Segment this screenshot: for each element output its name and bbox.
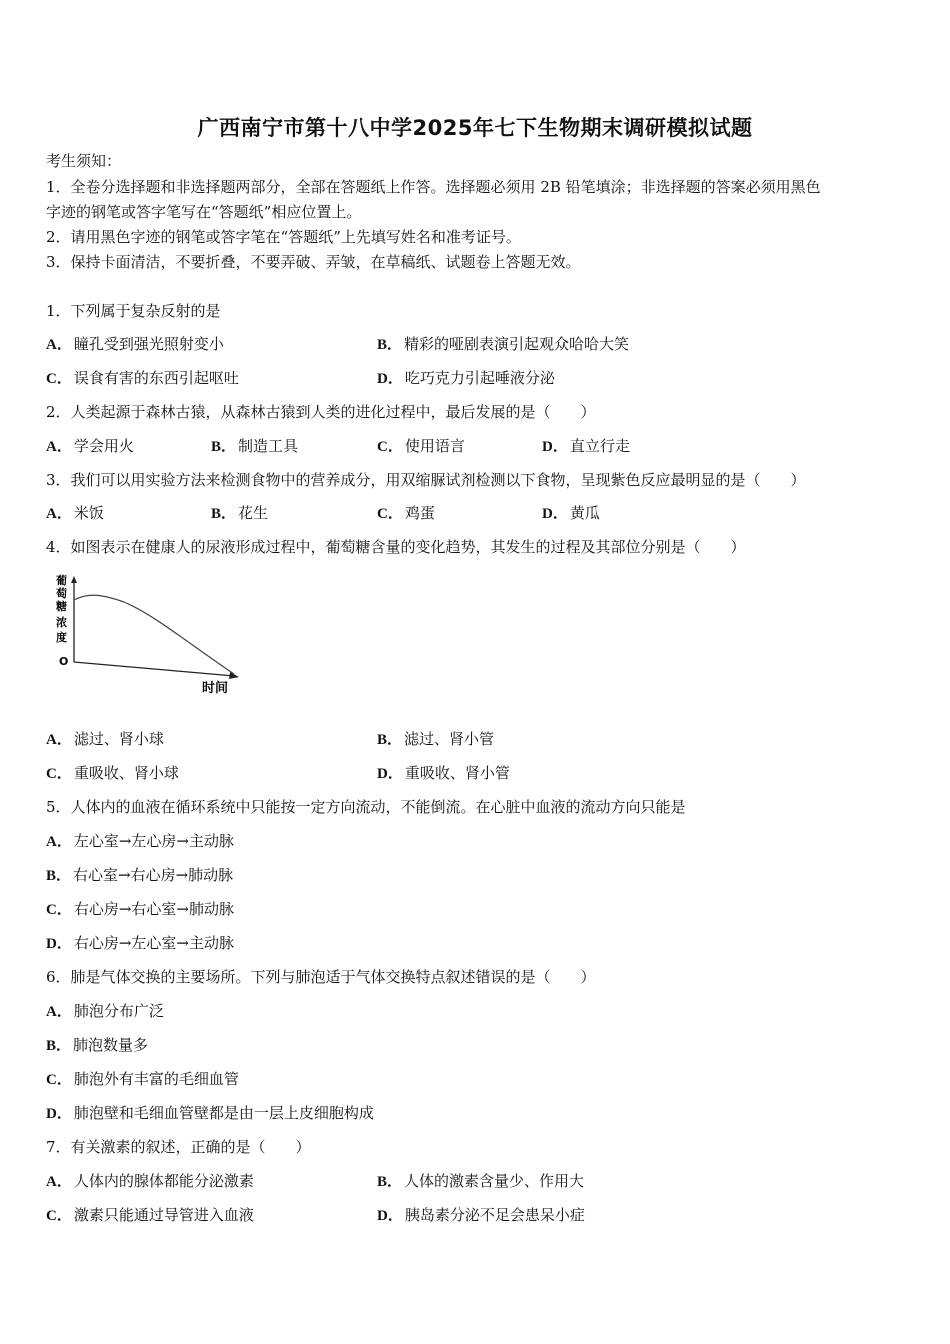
option bbox=[46, 865, 233, 886]
option-key: B． bbox=[46, 868, 72, 884]
option bbox=[377, 1171, 584, 1192]
x-axis-label: 时间 bbox=[202, 681, 229, 696]
option-key: D． bbox=[377, 766, 403, 782]
option-text: 肺泡分布广泛 bbox=[73, 1002, 164, 1020]
option bbox=[46, 1103, 374, 1124]
option-text: 肺泡外有丰富的毛细血管 bbox=[73, 1070, 239, 1088]
y-label-char: 糖 bbox=[56, 600, 67, 613]
option-key: B． bbox=[377, 1174, 403, 1190]
page-title: 广西南宁市第十八中学2025年七下生物期末调研模拟试题 bbox=[197, 116, 753, 140]
option bbox=[46, 1035, 148, 1056]
option-key: B． bbox=[211, 439, 237, 455]
option-key: C． bbox=[377, 506, 403, 522]
option-text: 瞳孔受到强光照射变小 bbox=[73, 335, 224, 353]
option bbox=[46, 899, 234, 920]
option bbox=[46, 436, 134, 457]
option-key: C． bbox=[46, 902, 72, 918]
y-label-char: 浓 bbox=[56, 616, 67, 629]
question-stem: 7．有关激素的叙述，正确的是（ ） bbox=[46, 1138, 311, 1156]
option-text: 人体内的腺体都能分泌激素 bbox=[73, 1172, 254, 1190]
option-key: A． bbox=[46, 1004, 72, 1020]
origin-label: O bbox=[59, 655, 69, 668]
option bbox=[542, 503, 600, 524]
option bbox=[377, 334, 629, 355]
option bbox=[46, 1069, 239, 1090]
option-text: 人体的激素含量少、作用大 bbox=[404, 1172, 585, 1190]
y-label-char: 葡 bbox=[56, 574, 67, 587]
option bbox=[542, 436, 630, 457]
option bbox=[211, 436, 298, 457]
option-text: 肺泡数量多 bbox=[73, 1036, 149, 1054]
option-text: 重吸收、肾小管 bbox=[404, 764, 510, 782]
question-stem: 5．人体内的血液在循环系统中只能按一定方向流动，不能倒流。在心脏中血液的流动方向只能是 bbox=[46, 798, 686, 816]
option-key: C． bbox=[46, 371, 72, 387]
option-text: 滤过、肾小球 bbox=[73, 730, 164, 748]
option-text: 米饭 bbox=[73, 504, 104, 522]
option-text: 肺泡壁和毛细血管壁都是由一层上皮细胞构成 bbox=[73, 1104, 374, 1122]
notice-line-1b: 字迹的钢笔或答字笔写在“答题纸”相应位置上。 bbox=[46, 203, 362, 221]
option bbox=[46, 1205, 254, 1226]
option bbox=[46, 334, 224, 355]
notice-heading: 考生须知： bbox=[46, 152, 122, 170]
option-key: D． bbox=[46, 1106, 72, 1122]
option-text: 鸡蛋 bbox=[404, 504, 435, 522]
option-text: 花生 bbox=[238, 504, 269, 522]
option-key: A． bbox=[46, 506, 72, 522]
option-text: 学会用火 bbox=[73, 437, 134, 455]
option-key: D． bbox=[377, 371, 403, 387]
glucose-curve bbox=[74, 595, 234, 674]
notice-line-2: 2．请用黑色字迹的钢笔或答字笔在“答题纸”上先填写姓名和准考证号。 bbox=[46, 228, 521, 246]
option-text: 激素只能通过导管进入血液 bbox=[73, 1206, 254, 1224]
option-text: 精彩的哑剧表演引起观众哈哈大笑 bbox=[404, 335, 630, 353]
option-text: 重吸收、肾小球 bbox=[73, 764, 179, 782]
option bbox=[46, 1171, 254, 1192]
x-axis-arrow bbox=[229, 672, 239, 679]
option-text: 误食有害的东西引起呕吐 bbox=[73, 369, 239, 387]
option-key: A． bbox=[46, 337, 72, 353]
option bbox=[377, 729, 494, 750]
option-key: C． bbox=[46, 1208, 72, 1224]
option bbox=[46, 933, 234, 954]
question-stem: 3．我们可以用实验方法来检测食物中的营养成分，用双缩脲试剂检测以下食物，呈现紫色反应最明显的是（ ） bbox=[46, 471, 806, 489]
option bbox=[46, 1001, 164, 1022]
option-key: B． bbox=[377, 337, 403, 353]
option-key: B． bbox=[377, 732, 403, 748]
y-axis-arrow bbox=[71, 576, 77, 583]
option-key: B． bbox=[46, 1038, 72, 1054]
option bbox=[377, 503, 435, 524]
option bbox=[46, 831, 234, 852]
question-stem: 1．下列属于复杂反射的是 bbox=[46, 302, 221, 320]
option-text: 吃巧克力引起唾液分泌 bbox=[404, 369, 555, 387]
option-key: D． bbox=[46, 936, 72, 952]
option-text: 左心室→左心房→主动脉 bbox=[73, 832, 234, 850]
option-text: 右心房→左心室→主动脉 bbox=[73, 934, 234, 952]
question-stem: 4．如图表示在健康人的尿液形成过程中，葡萄糖含量的变化趋势，其发生的过程及其部位分别是（ ） bbox=[46, 538, 746, 556]
option bbox=[377, 368, 555, 389]
option bbox=[46, 729, 164, 750]
option-key: C． bbox=[46, 766, 72, 782]
option-key: C． bbox=[46, 1072, 72, 1088]
notice-line-3: 3．保持卡面清洁，不要折叠，不要弄破、弄皱，在草稿纸、试题卷上答题无效。 bbox=[46, 253, 581, 271]
option-key: D． bbox=[542, 439, 568, 455]
option-key: A． bbox=[46, 834, 72, 850]
option-text: 制造工具 bbox=[238, 437, 299, 455]
option-text: 黄瓜 bbox=[569, 504, 600, 522]
question-stem: 2．人类起源于森林古猿，从森林古猿到人类的进化过程中，最后发展的是（ ） bbox=[46, 403, 596, 421]
y-label-char: 萄 bbox=[56, 587, 67, 600]
option bbox=[46, 503, 104, 524]
option-text: 右心室→右心房→肺动脉 bbox=[73, 866, 234, 884]
option bbox=[46, 368, 239, 389]
option-text: 直立行走 bbox=[569, 437, 630, 455]
question-stem: 6．肺是气体交换的主要场所。下列与肺泡适于气体交换特点叙述错误的是（ ） bbox=[46, 968, 596, 986]
option-key: D． bbox=[377, 1208, 403, 1224]
option bbox=[46, 763, 179, 784]
option-key: A． bbox=[46, 1174, 72, 1190]
glucose-curve-figure bbox=[44, 570, 244, 700]
option-key: A． bbox=[46, 732, 72, 748]
option bbox=[377, 436, 465, 457]
option-text: 胰岛素分泌不足会患呆小症 bbox=[404, 1206, 585, 1224]
option-key: C． bbox=[377, 439, 403, 455]
option bbox=[377, 1205, 585, 1226]
y-label-char: 度 bbox=[56, 631, 67, 644]
option-text: 右心房→右心室→肺动脉 bbox=[73, 900, 234, 918]
option-text: 滤过、肾小管 bbox=[404, 730, 495, 748]
option-key: A． bbox=[46, 439, 72, 455]
option-key: D． bbox=[542, 506, 568, 522]
option-text: 使用语言 bbox=[404, 437, 465, 455]
option-key: B． bbox=[211, 506, 237, 522]
notice-line-1a: 1．全卷分选择题和非选择题两部分，全部在答题纸上作答。选择题必须用 2B 铅笔填涂；非选择题的答案必须用黑色 bbox=[46, 178, 821, 196]
option bbox=[377, 763, 510, 784]
x-axis bbox=[74, 662, 234, 676]
option bbox=[211, 503, 268, 524]
